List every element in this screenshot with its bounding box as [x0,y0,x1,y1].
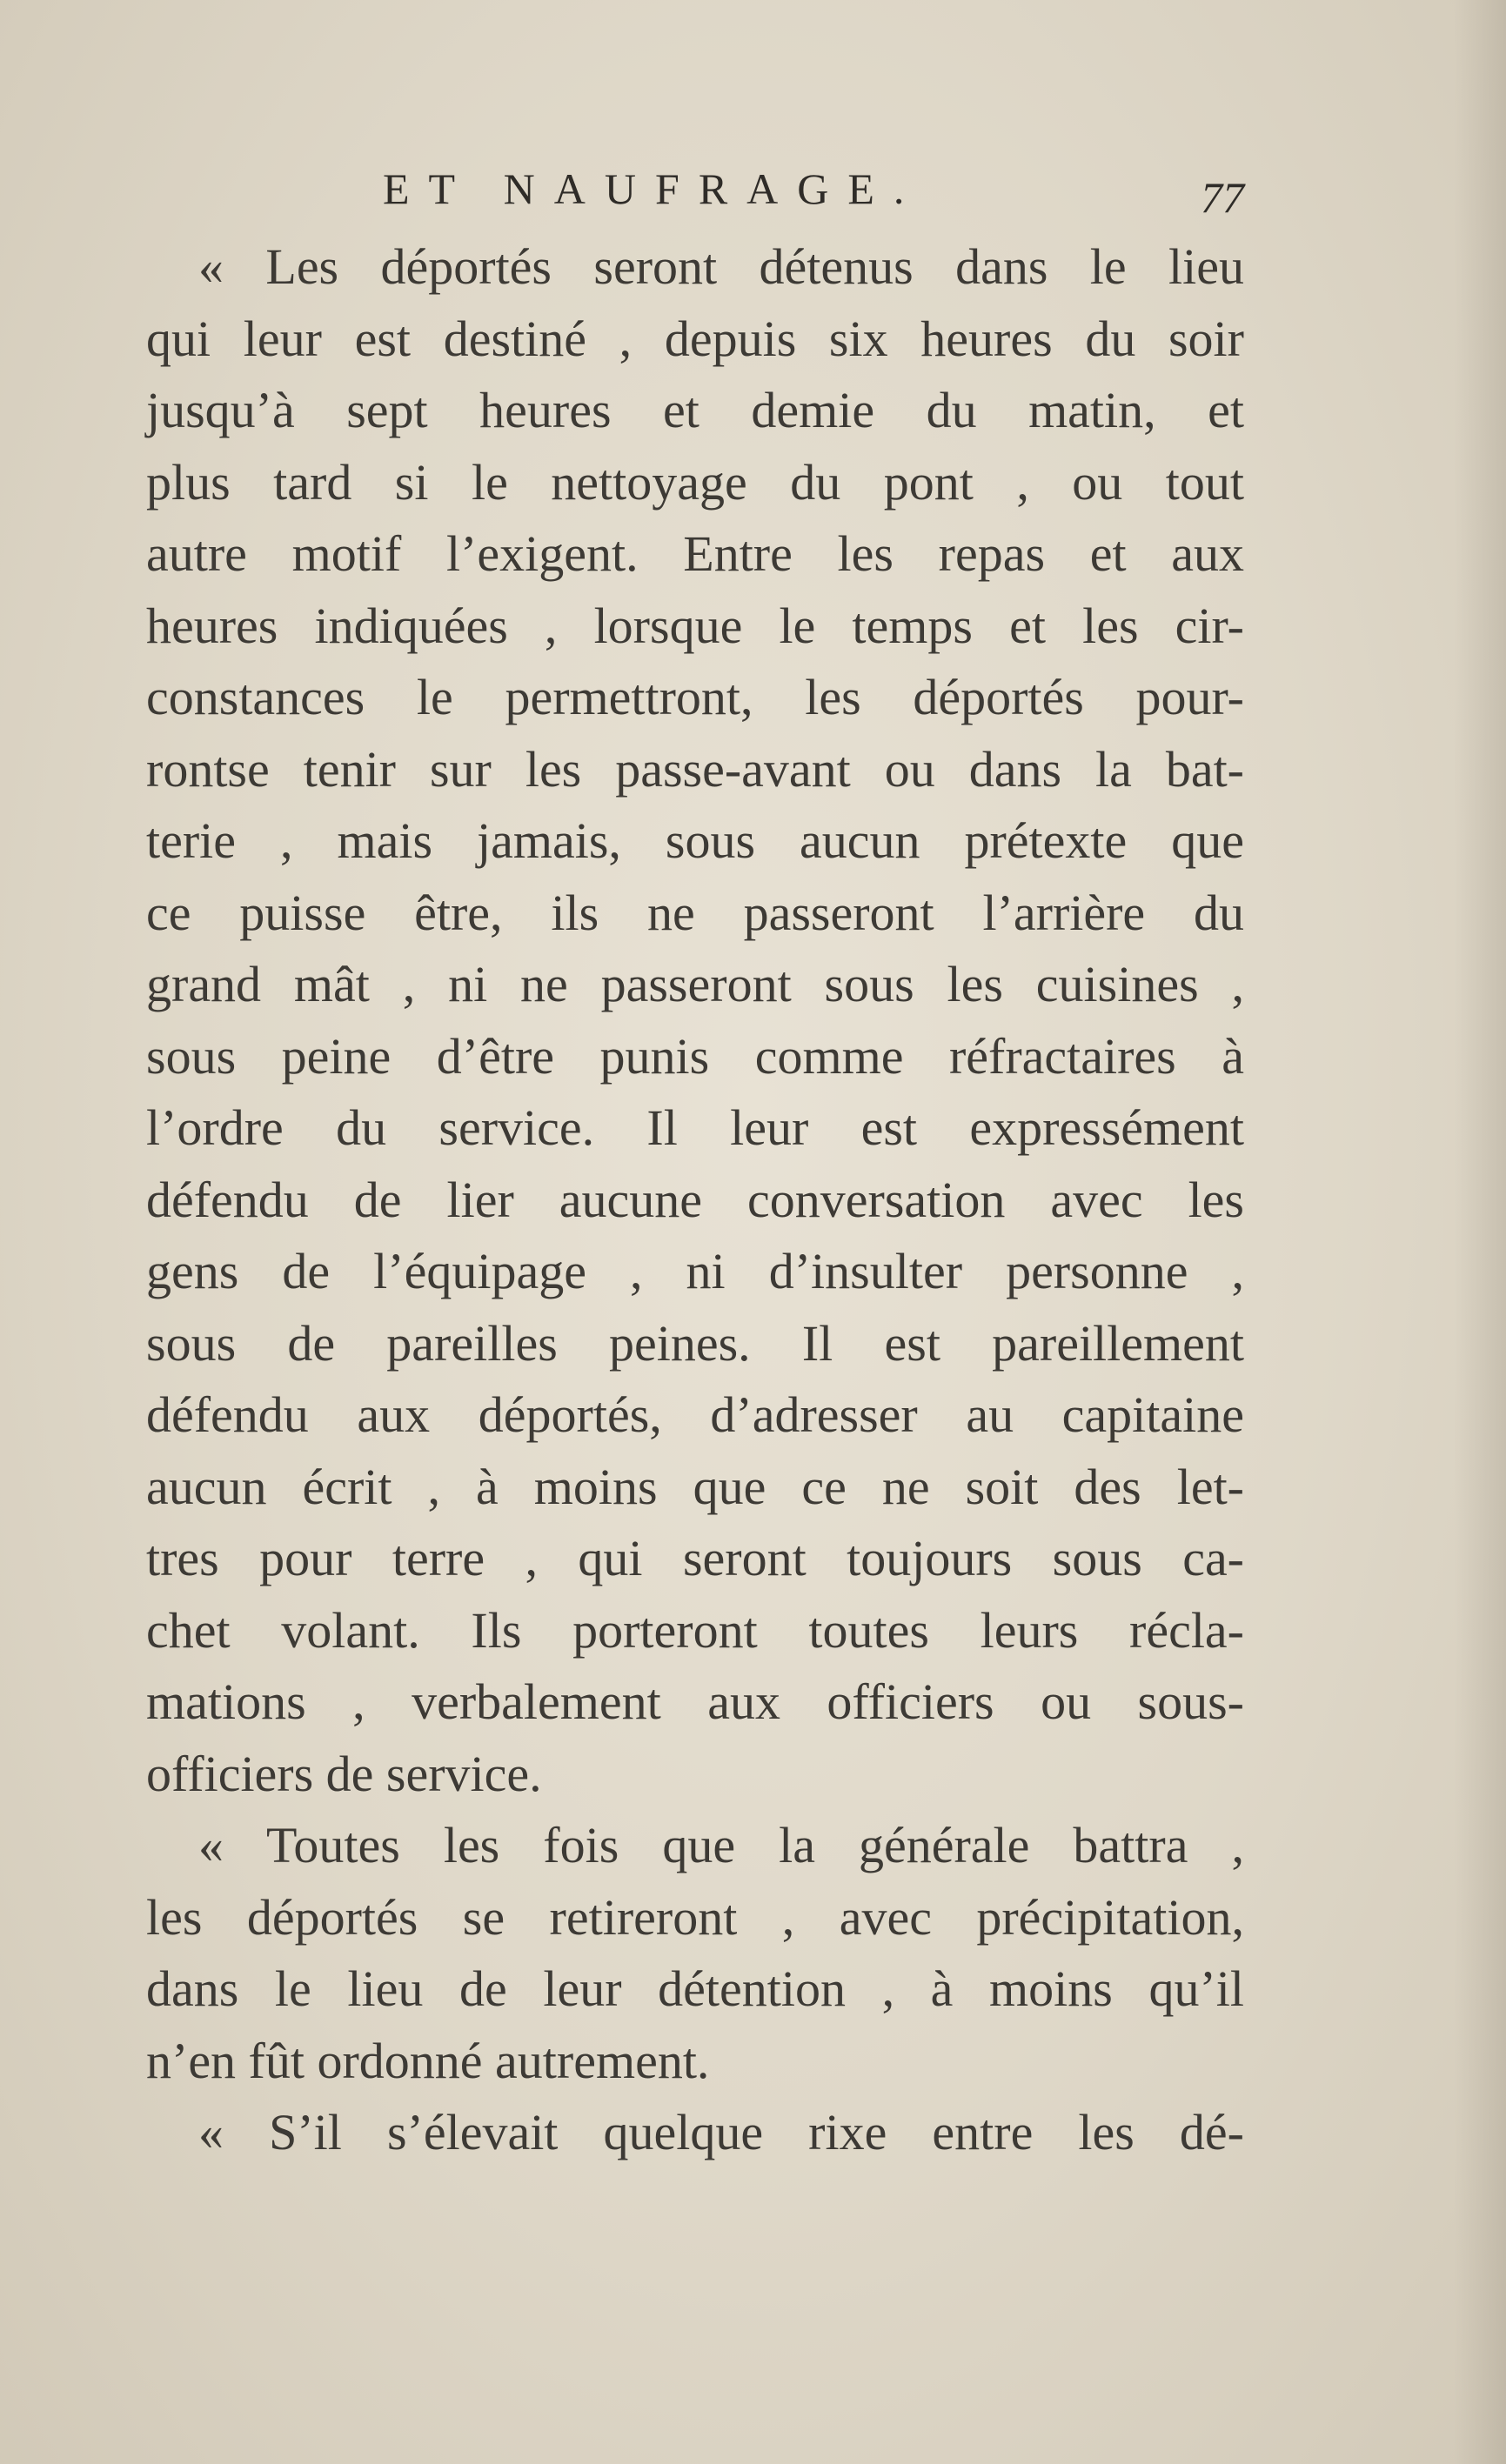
text-line: l’ordre du service. Il leur est expressément [146,1099,1244,1156]
text-line: terie , mais jamais, sous aucun prétexte que [146,812,1244,869]
text-line: qui leur est destiné , depuis six heures du soir [146,310,1244,367]
page-number: 77 [1201,173,1244,222]
text-line: défendu de lier aucune conversation avec les [146,1171,1244,1228]
text-line: n’en fût ordonné autrement. [146,2032,710,2089]
text-line: plus tard si le nettoyage du pont , ou tout [146,453,1244,511]
page-header [383,164,1244,233]
text-line: « Les déportés seront détenus dans le lieu [198,238,1244,295]
text-line: « S’il s’élevait quelque rixe entre les dé- [198,2104,1244,2160]
text-line: tres pour terre , qui seront toujours sous ca- [146,1530,1244,1586]
text-line: sous peine d’être punis comme réfractaires à [146,1027,1244,1085]
text-line: aucun écrit , à moins que ce ne soit des let- [146,1458,1244,1515]
text-line: autre motif l’exigent. Entre les repas et aux [146,525,1244,582]
text-line: heures indiquées , lorsque le temps et les cir- [146,597,1244,654]
text-line: officiers de service. [146,1745,542,1802]
text-line: ce puisse être, ils ne passeront l’arrière du [146,884,1244,941]
text-line: défendu aux déportés, d’adresser au capitaine [146,1386,1244,1443]
page-edge-shadow [1454,0,1506,2464]
text-line: constances le permettront, les déportés pour- [146,669,1244,725]
body-text [146,231,1244,2169]
text-line: sous de pareilles peines. Il est pareillement [146,1314,1244,1372]
running-head: ET NAUFRAGE. [383,164,924,213]
text-line: chet volant. Ils porteront toutes leurs récla- [146,1601,1244,1659]
text-line: grand mât , ni ne passeront sous les cuisines , [146,956,1244,1012]
text-line: mations , verbalement aux officiers ou sous- [146,1673,1244,1730]
text-line: gens de l’équipage , ni d’insulter personne , [146,1243,1244,1299]
text-line: rontse tenir sur les passe-avant ou dans la bat- [146,740,1244,798]
text-line: dans le lieu de leur détention , à moins qu’il [146,1960,1244,2017]
text-line: « Toutes les fois que la générale battra , [198,1817,1244,1873]
text-line: les déportés se retireront , avec précipitation, [146,1888,1244,1946]
text-line: jusqu’à sept heures et demie du matin, et [146,382,1244,438]
